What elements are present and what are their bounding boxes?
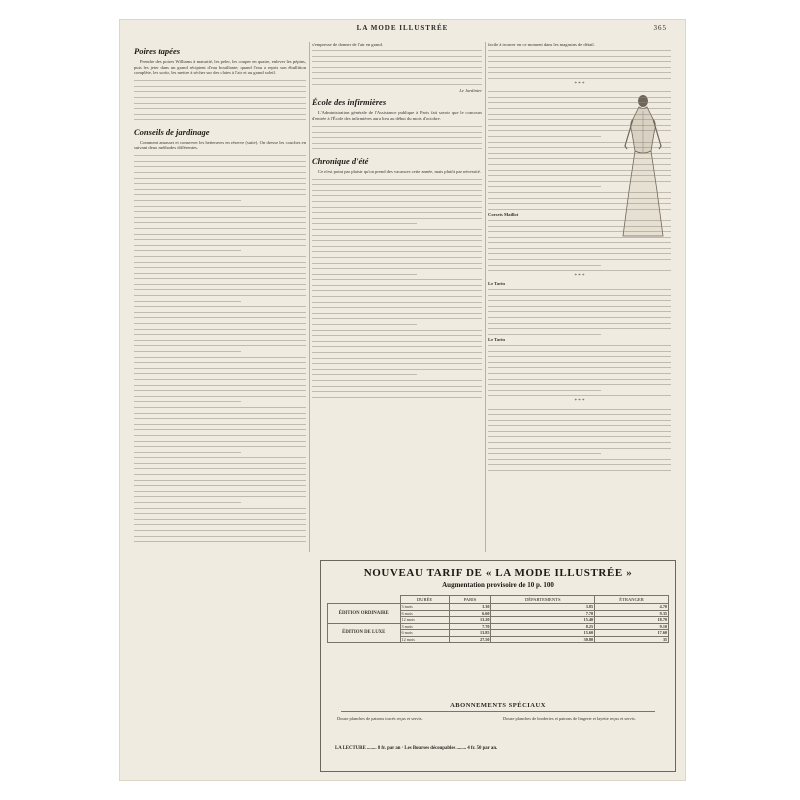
price-cell: 18.70 [595, 617, 669, 624]
price-cell: 3.85 [491, 604, 595, 611]
text-line [488, 468, 671, 474]
price-cell: 27.50 [449, 636, 491, 643]
price-cell: 6.60 [449, 610, 491, 617]
continued-text: s'empresse de donner de l'air en grand. [312, 42, 383, 47]
text-block [488, 217, 671, 273]
section-text-ecole: L'Administration générale de l'Assistance publique à Paris fait savoir que le concours d'entrée à l'École des infirmières aura lieu au début du mois d'octobre. [312, 110, 482, 121]
tariff-footer: LA LECTURE ........ 8 fr. par an · Les Bourses découpables ........ 4 fr. 50 par an. [335, 746, 498, 751]
special-offer-patrons: Douze planches de patrons tracés reçus et servis. [337, 716, 423, 721]
price-cell: 13.20 [449, 617, 491, 624]
price-cell: 3.30 [449, 604, 491, 611]
text-line [312, 394, 482, 400]
advertised-product: Le Tarin [488, 280, 505, 286]
running-header [120, 24, 685, 36]
section-text-poires: Prendre des poires Williams à maturité, les peler, les couper en quatre, enlever les pépins, puis les jeter dans un grand récipient d'eau bouillante; quand l'eau a repris son ébullition complète, les sortir, les mettre à sécher sur des claies à l'air et au grand soleil. [134, 59, 306, 76]
price-cell: 8.25 [491, 623, 595, 630]
price-cell: 30.80 [491, 636, 595, 643]
text-line [488, 268, 671, 274]
tariff-table [327, 595, 669, 643]
price-cell: 17.60 [595, 630, 669, 637]
special-subscriptions-title: ABONNEMENTS SPÉCIAUX [450, 702, 546, 709]
tariff-subtitle: Augmentation provisoire de 10 p. 100 [442, 581, 554, 589]
section-title-ecole: École des infirmières [312, 97, 387, 108]
section-separator: * * * [574, 274, 585, 280]
text-line [488, 331, 601, 337]
price-cell: 4.70 [595, 604, 669, 611]
text-block [134, 78, 306, 123]
advertised-product: Le Tarin [488, 336, 505, 342]
duree-cell: 12 mois [400, 636, 449, 643]
text-block [312, 176, 482, 400]
price-cell: 9.10 [595, 623, 669, 630]
text-line [488, 393, 671, 399]
edition-ordinaire-label: ÉDITION ORDINAIRE [328, 604, 401, 624]
special-offer-broderies: Douze planches de broderies et patrons de lingerie et layette reçus et servis. [503, 716, 636, 721]
tariff-title: NOUVEAU TARIF DE « LA MODE ILLUSTRÉE » [363, 567, 633, 579]
text-line [488, 206, 671, 212]
continued-text: facile à trouver en ce moment dans les magasins de détail. [488, 42, 595, 47]
magazine-page [120, 20, 685, 780]
duree-cell: 3 mois [400, 604, 449, 611]
duree-cell: 6 mois [400, 630, 449, 637]
text-line [312, 146, 482, 152]
table-header-duree: DURÉE [400, 596, 449, 604]
subscription-tariff-box [320, 560, 676, 772]
text-line [134, 117, 306, 123]
section-title-poires: Poires tapées [134, 46, 181, 56]
price-cell: 7.70 [449, 623, 491, 630]
text-line [134, 539, 306, 545]
price-cell: 35 [595, 636, 669, 643]
section-title-chronique: Chronique d'été [312, 155, 369, 166]
edition-luxe-label: ÉDITION DE LUXE [328, 623, 401, 643]
text-block [312, 48, 482, 87]
text-line [488, 76, 671, 82]
price-cell: 15.60 [491, 630, 595, 637]
text-block [312, 124, 482, 152]
text-block [488, 342, 671, 398]
divider [341, 711, 655, 712]
column-rule [485, 42, 486, 552]
column-2 [312, 42, 482, 400]
text-block [488, 48, 671, 82]
advertisement-text [488, 89, 671, 212]
section-separator: * * * [574, 399, 585, 405]
duree-cell: 12 mois [400, 617, 449, 624]
column-rule [309, 42, 310, 552]
page-number: 365 [653, 24, 667, 32]
signature: Le Jardinier [459, 87, 482, 93]
magazine-title: LA MODE ILLUSTRÉE [356, 24, 449, 32]
price-cell: 7.70 [491, 610, 595, 617]
text-block [134, 153, 306, 545]
table-header-etranger: ÉTRANGER [595, 596, 669, 604]
column-1 [134, 42, 306, 544]
table-header-row [328, 596, 669, 604]
duree-cell: 3 mois [400, 623, 449, 630]
section-separator: * * * [574, 82, 585, 88]
text-block [488, 287, 671, 337]
advertised-product: Corsets Maillot [488, 211, 519, 217]
duree-cell: 6 mois [400, 610, 449, 617]
section-text-chronique: Ce n'est point par plaisir qu'on prend des vacances cette année, mais plutôt par nécessité. [318, 168, 481, 174]
price-cell: 13.85 [449, 630, 491, 637]
text-line [312, 81, 482, 87]
price-cell: 15.40 [491, 617, 595, 624]
table-header-departements: DÉPARTEMENTS [491, 596, 595, 604]
price-cell: 9.35 [595, 610, 669, 617]
section-text-jardinage: Comment amasser et conserver les betteraves en réserve (suite). On dresse les couches en suivant deux méthodes différentes. [134, 139, 306, 151]
column-3 [488, 42, 671, 473]
text-block [488, 406, 671, 473]
table-header-paris: PARIS [449, 596, 491, 604]
section-title-jardinage: Conseils de jardinage [134, 126, 210, 137]
